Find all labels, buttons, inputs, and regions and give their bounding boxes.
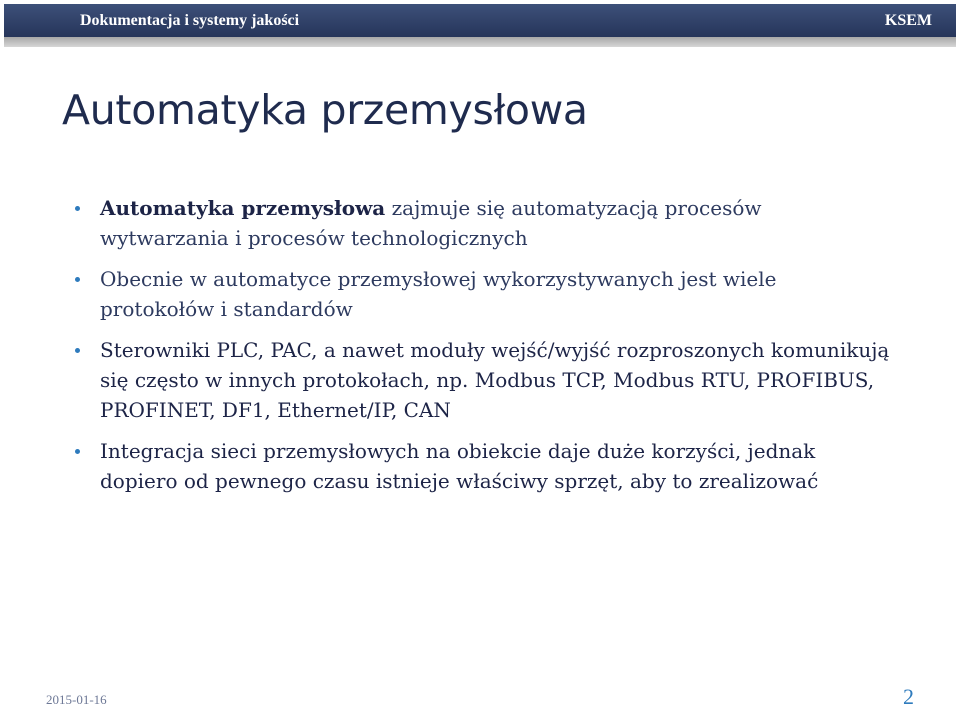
bullet-icon: [75, 277, 80, 282]
bullet-item-3: [75, 335, 895, 425]
header-course-title: Dokumentacja i systemy jakości: [80, 11, 300, 29]
header-org-label: KSEM: [884, 11, 932, 29]
bullet-text: Integracja sieci przemysłowych na obiekcie daje duże korzyści, jednak dopiero od pewnego czasu istnieje właściwy sprzęt, aby to zrealizować: [100, 439, 819, 493]
bullet-item-4: [75, 436, 895, 496]
bullet-emphasis: Automatyka przemysłowa: [100, 196, 386, 220]
bullet-text: zajmuje się automatyzacją procesów wytwarzania i procesów technologicznych: [100, 196, 762, 250]
bullet-item-2: [75, 264, 895, 324]
bullet-icon: [75, 206, 80, 211]
slide-title: Automatyka przemysłowa: [62, 86, 588, 134]
bullet-item-1: [75, 193, 895, 253]
bullet-icon: [75, 348, 80, 353]
footer-date: 2015-01-16: [46, 692, 107, 707]
bullet-list: [75, 193, 895, 507]
bullet-text: Obecnie w automatyce przemysłowej wykorzystywanych jest wiele protokołów i standardów: [100, 267, 777, 321]
page-number: 2: [903, 684, 914, 709]
header-accent-stripe: [4, 37, 956, 47]
bullet-icon: [75, 449, 80, 454]
header-bar: [4, 4, 956, 37]
bullet-text: Sterowniki PLC, PAC, a nawet moduły wejść/wyjść rozproszonych komunikują się często w innych protokołach, np. Modbus TCP, Modbus RTU, PROFIBUS, PROFINET, DF1, Ethernet/IP, CAN: [100, 338, 890, 422]
